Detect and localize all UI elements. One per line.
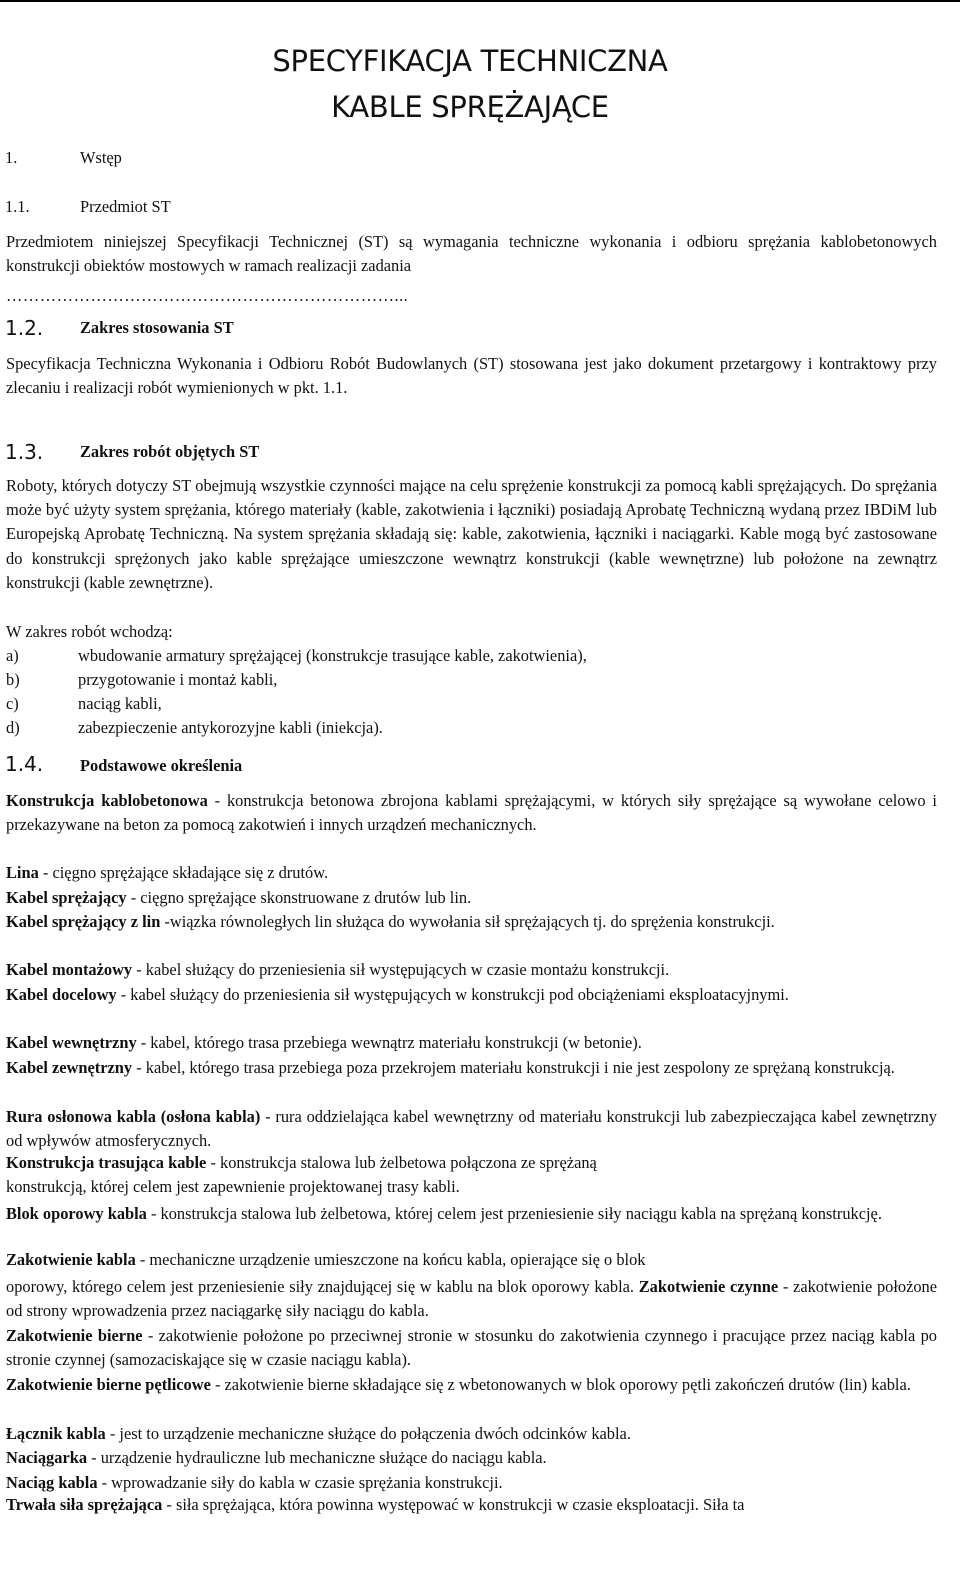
list-marker: a) [6, 646, 19, 665]
section-1-2-number: 1.2. [5, 316, 44, 340]
definition-term: Kabel montażowy [6, 960, 133, 979]
definition-entry [6, 1056, 937, 1080]
document-title-line1: SPECYFIKACJA TECHNICZNA [272, 44, 668, 78]
definition-term: Konstrukcja kablobetonowa [6, 791, 208, 810]
definition-entry [6, 1031, 937, 1055]
section-1-4-heading: Podstawowe określenia [80, 756, 243, 775]
definition-continuation: oporowy, którego celem jest przeniesienie siły znajdującej się w kablu na blok oporowy kabla. [6, 1277, 639, 1296]
definition-entry [6, 1153, 597, 1173]
definition-entry [6, 789, 937, 837]
definition-term: Zakotwienie czynne [638, 1277, 779, 1296]
definition-text: - zakotwienie bierne składające się z wbetonowanych w blok oporowy pętli zakończeń drutów (lin) kabla. [210, 1375, 911, 1394]
definition-text: - kabel, którego trasa przebiega wewnątrz materiału konstrukcji (w betonie). [136, 1033, 642, 1052]
definition-text: - zakotwienie położone po przeciwnej stronie w stosunku do zakotwienia czynnego i pracujące przez naciąg kabla po stronie czynnej (samozaciskające się w czasie naciągu kabla). [6, 1326, 937, 1370]
definition-text: - konstrukcja stalowa lub żelbetowa połączona ze sprężaną [206, 1153, 597, 1172]
scope-intro: W zakres robót wchodzą: [6, 622, 173, 641]
definition-text: - jest to urządzenie mechaniczne służące do połączenia dwóch odcinków kabla. [105, 1424, 631, 1443]
definition-text: - cięgno sprężające składające się z drutów. [38, 863, 329, 882]
definition-text: - kabel służący do przeniesienia sił występujących w konstrukcji pod obciążeniami eksploatacyjnymi. [116, 985, 789, 1004]
definition-text: - mechaniczne urządzenie umieszczone na końcu kabla, opierające się o blok [135, 1250, 646, 1269]
definition-text: - kabel służący do przeniesienia sił występujących w czasie montażu konstrukcji. [132, 960, 670, 979]
definition-term: Kabel sprężający [6, 888, 127, 907]
definition-text: - urządzenie hydrauliczne lub mechaniczne służące do naciągu kabla. [87, 1448, 547, 1467]
section-1-1-heading: Przedmiot ST [80, 197, 171, 216]
list-marker: b) [6, 670, 20, 689]
definition-entry [6, 910, 937, 934]
section-1-1-text: Przedmiotem niniejszej Specyfikacji Technicznej (ST) są wymagania techniczne wykonania i odbioru sprężania kablobetonowych konstrukcji obiektów mostowych w ramach realizacji zadania [6, 232, 937, 276]
list-item [6, 646, 587, 666]
definition-entry [6, 1105, 937, 1153]
definition-text: - kabel, którego trasa przebiega poza przekrojem materiału konstrukcji i nie jest zespolony ze sprężaną konstrukcją. [132, 1058, 895, 1077]
section-1-number: 1. [5, 148, 18, 167]
definition-entry [6, 1275, 937, 1323]
section-1-3-text: Roboty, których dotyczy ST obejmują wszystkie czynności mające na celu sprężenie konstrukcji za pomocą kabli sprężających. Do sprężania może być użyty system sprężania, którego materiały (kable, zakotwienia i łączniki) posiadają Aprobatę Techniczną wydaną przez IBDiM lub Europejską Aprobatę Techniczną. Na system sprężania składają się: kable, zakotwienia, łączniki i naciągarki. Kable mogą być zastosowane do konstrukcji sprężonych jako kable sprężające umieszczone wewnątrz konstrukcji (kable wewnętrzne) lub położone na zewnątrz konstrukcji (kable zewnętrzne). [6, 476, 937, 592]
list-text: zabezpieczenie antykorozyjne kabli (iniekcja). [78, 718, 383, 737]
definition-entry [6, 861, 937, 885]
definition-term: Trwała siła sprężająca [6, 1495, 163, 1514]
definition-term: Naciąg kabla [6, 1473, 98, 1492]
list-text: przygotowanie i montaż kabli, [78, 670, 278, 689]
definition-term: Zakotwienie bierne pętlicowe [6, 1375, 211, 1394]
section-1-3-heading: Zakres robót objętych ST [80, 442, 260, 461]
definition-text: - siła sprężająca, która powinna występować w konstrukcji w czasie eksploatacji. Siła ta [162, 1495, 745, 1514]
definition-entry [6, 983, 937, 1007]
section-1-4-number: 1.4. [5, 752, 44, 776]
definition-entry [6, 1495, 937, 1515]
definition-term: Kabel docelowy [6, 985, 117, 1004]
list-marker: d) [6, 718, 20, 737]
section-1-2-heading: Zakres stosowania ST [80, 318, 234, 337]
definition-text: - konstrukcja stalowa lub żelbetowa, której celem jest przeniesienie siły naciągu kabla na sprężaną konstrukcję. [146, 1204, 882, 1223]
definition-term: Naciągarka [6, 1448, 88, 1467]
definition-entry [6, 1471, 937, 1495]
definition-entry [6, 1250, 645, 1270]
list-item [6, 694, 162, 714]
list-marker: c) [6, 694, 19, 713]
list-text: naciąg kabli, [78, 694, 162, 713]
definition-term: Lina [6, 863, 39, 882]
definition-term: Kabel wewnętrzny [6, 1033, 137, 1052]
definition-text: -wiązka równoległych lin służąca do wywołania sił sprężających tj. do sprężenia konstrukcji. [160, 912, 775, 931]
definition-term: Blok oporowy kabla [6, 1204, 147, 1223]
definition-entry [6, 1324, 937, 1372]
definition-term: Rura osłonowa kabla (osłona kabla) [6, 1107, 261, 1126]
definition-term: Łącznik kabla [6, 1424, 106, 1443]
section-1-1-number: 1.1. [5, 197, 30, 216]
list-item [6, 670, 277, 690]
definition-continuation: konstrukcją, której celem jest zapewnienie projektowanej trasy kabli. [6, 1177, 460, 1196]
definition-term: Kabel sprężający z lin [6, 912, 161, 931]
definition-entry [6, 1202, 937, 1226]
definition-text: - konstrukcja betonowa zbrojona kablami sprężającymi, w których siły sprężające są wywołane celowo i przekazywane na beton za pomocą zakotwień i innych urządzeń mechanicznych. [6, 791, 937, 835]
definition-term: Zakotwienie bierne [6, 1326, 143, 1345]
section-1-1-dots: ……………………………………………………………... [6, 286, 409, 305]
top-rule [0, 0, 960, 2]
definition-term: Konstrukcja trasująca kable [6, 1153, 207, 1172]
list-text: wbudowanie armatury sprężającej (konstrukcje trasujące kable, zakotwienia), [78, 646, 587, 665]
definition-entry [6, 1373, 937, 1397]
section-1-2-text: Specyfikacja Techniczna Wykonania i Odbioru Robót Budowlanych (ST) stosowana jest jako dokument przetargowy i kontraktowy przy zlecaniu i realizacji robót wymienionych w pkt. 1.1. [6, 354, 937, 398]
definition-entry [6, 1446, 937, 1470]
section-1-3-number: 1.3. [5, 440, 44, 464]
definition-entry [6, 1422, 937, 1446]
document-title-line2: KABLE SPRĘŻAJĄCE [331, 90, 609, 124]
list-item [6, 718, 383, 738]
definition-text: - rura oddzielająca kabel wewnętrzny od materiału konstrukcji lub zabezpieczająca kabel zewnętrzny od wpływów atmosferycznych. [6, 1107, 937, 1151]
definition-text: - zakotwienie położone od strony wprowadzenia przez naciągarkę siły naciągu do kabla. [6, 1277, 938, 1321]
section-1-heading: Wstęp [80, 148, 122, 167]
definition-entry [6, 958, 937, 982]
definition-text: - wprowadzanie siły do kabla w czasie sprężania konstrukcji. [97, 1473, 503, 1492]
definition-term: Zakotwienie kabla [6, 1250, 136, 1269]
definition-entry [6, 886, 937, 910]
definition-text: - cięgno sprężające skonstruowane z drutów lub lin. [126, 888, 472, 907]
definition-term: Kabel zewnętrzny [6, 1058, 133, 1077]
